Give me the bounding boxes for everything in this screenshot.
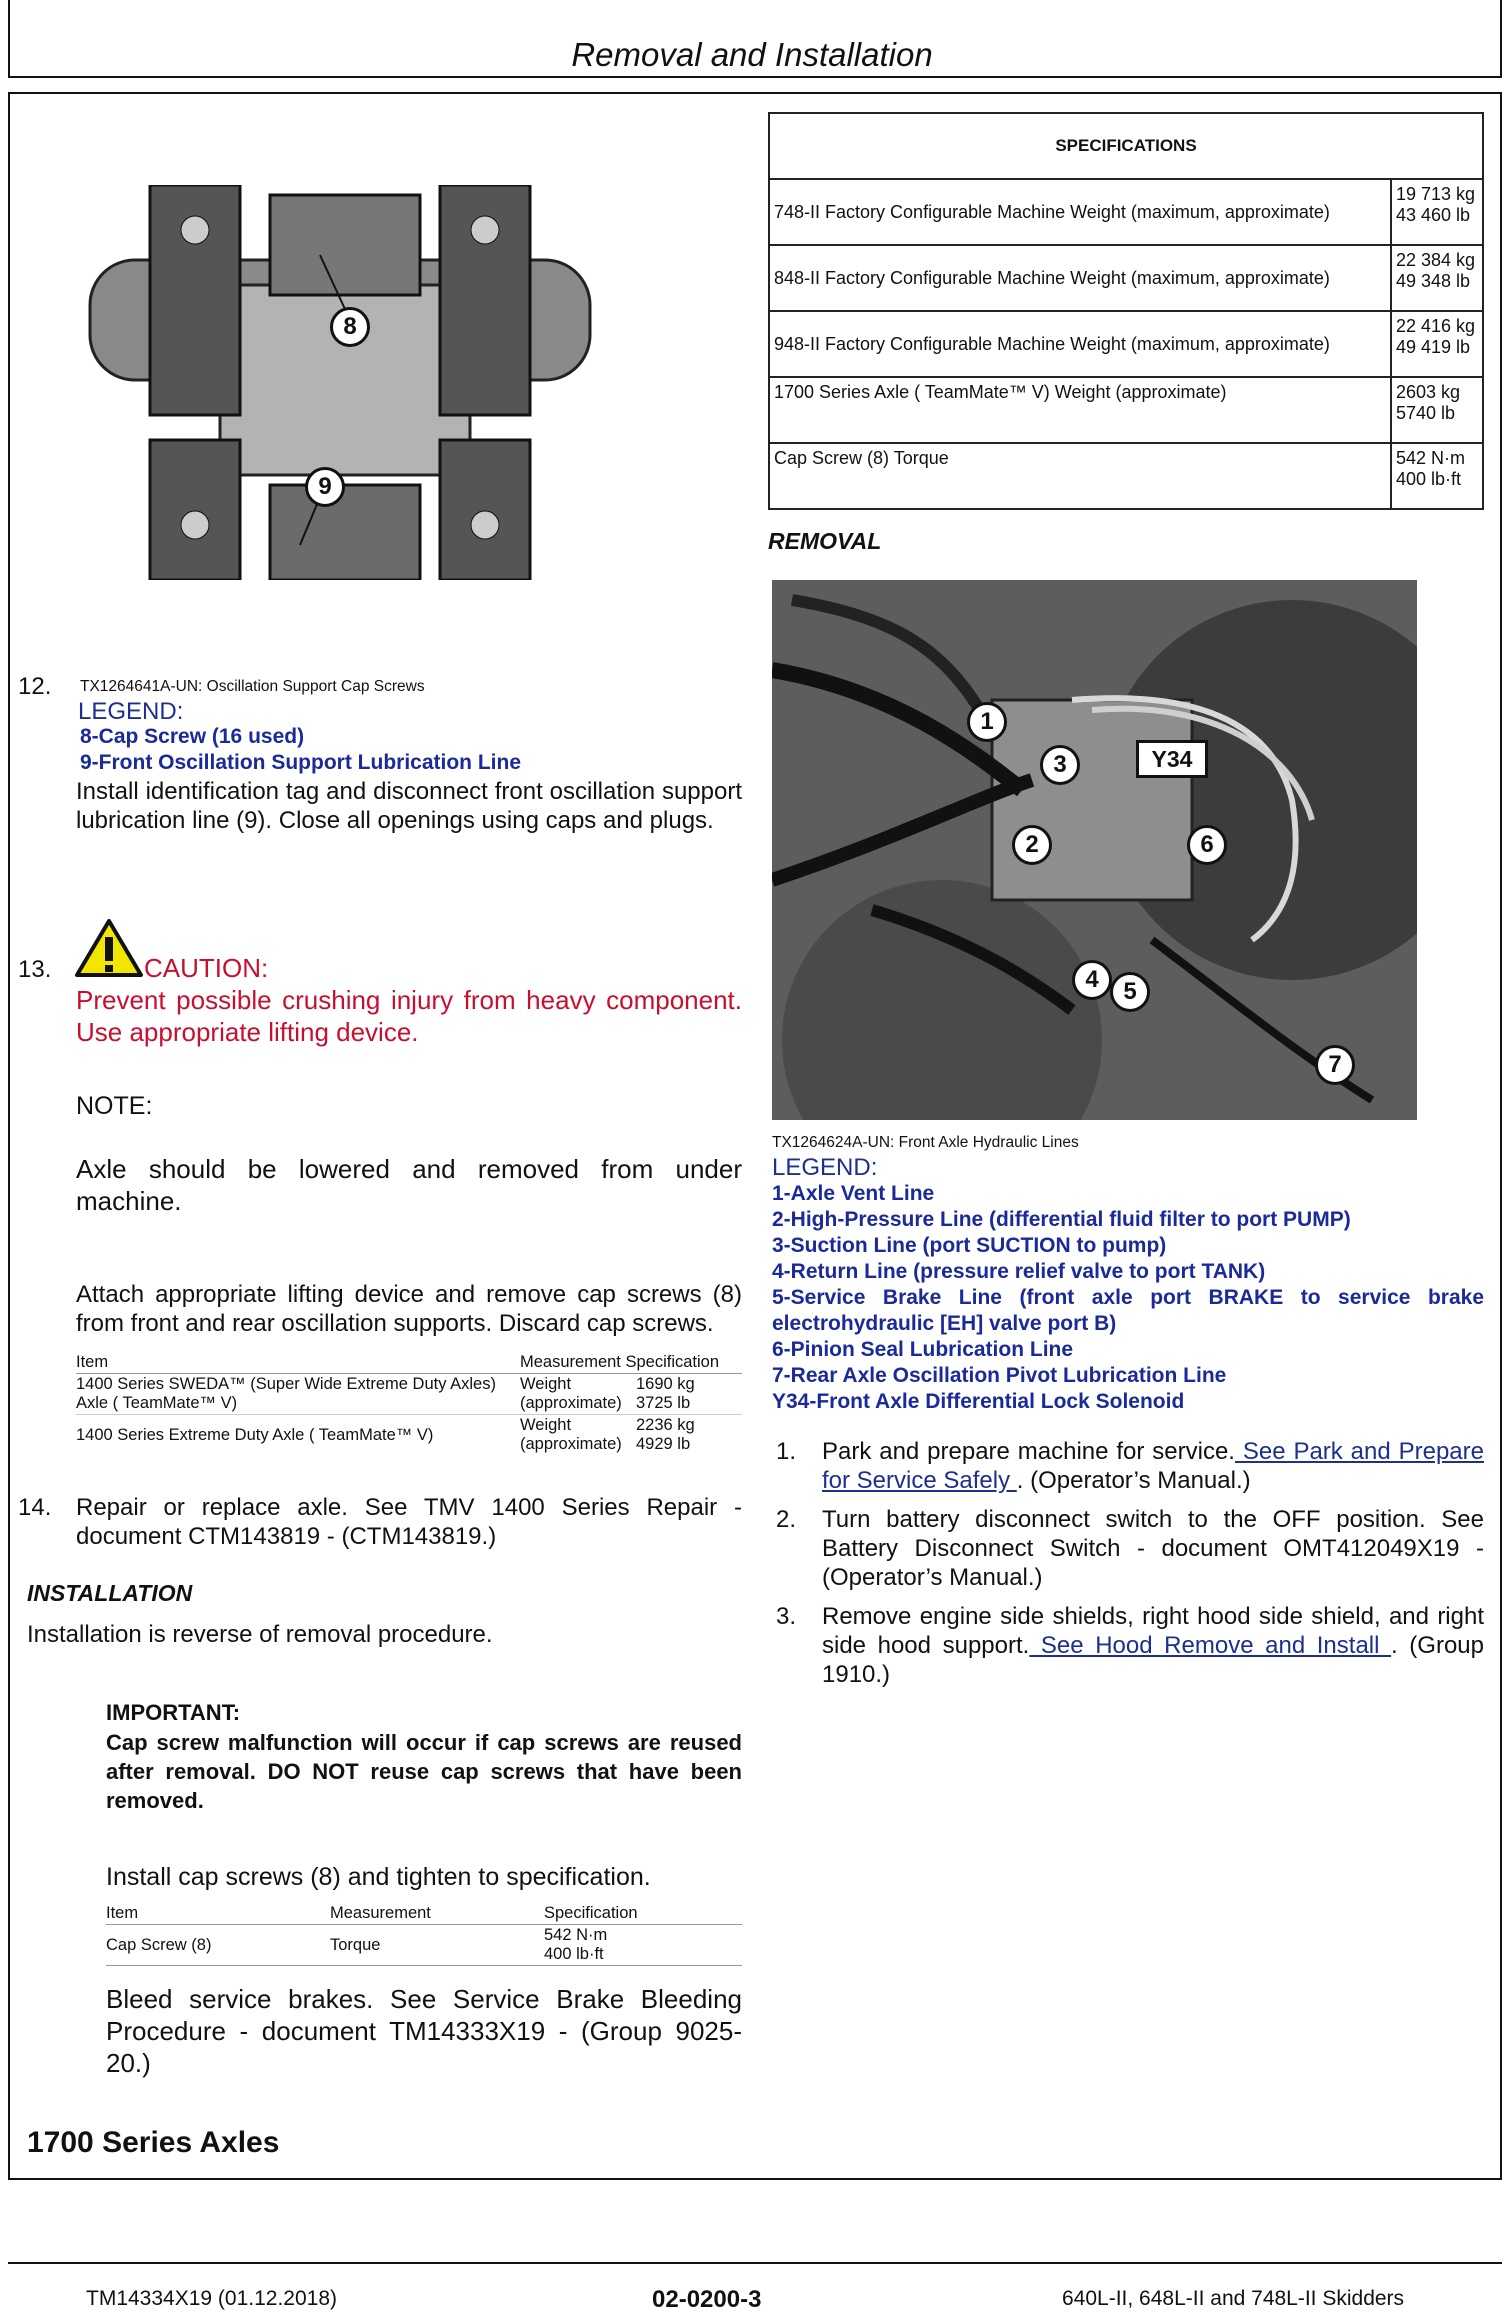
bleed-brakes-text: Bleed service brakes. See Service Brake Bleeding Procedure - document TM14333X19 - (Group 9025-20.) xyxy=(106,1984,742,2078)
legend2-item: 7-Rear Axle Oscillation Pivot Lubrication Line xyxy=(772,1364,1227,1387)
caution-label: CAUTION: xyxy=(144,953,269,983)
callout-5: 5 xyxy=(1110,972,1150,1012)
important-text: Cap screw malfunction will occur if cap screws are reused after removal. DO NOT reuse cap screws that have been removed. xyxy=(106,1730,742,1813)
step-text: Remove engine side shields, right hood side shield, and right side hood support. See Hood Remove and Install . (Group 1910.) xyxy=(822,1603,1484,1688)
legend2-item: 4-Return Line (pressure relief valve to port TANK) xyxy=(772,1260,1266,1283)
removal-heading: REMOVAL xyxy=(768,528,882,554)
section-title: 1700 Series Axles xyxy=(27,2126,280,2159)
spec-row-label: 848-II Factory Configurable Machine Weight (maximum, approximate) xyxy=(769,245,1391,311)
legend2-item: 6-Pinion Seal Lubrication Line xyxy=(772,1338,1074,1361)
removal-steps xyxy=(772,1437,1484,1689)
col-header-item: Item xyxy=(106,1904,139,1922)
step-12-text: Install identification tag and disconnect front oscillation support lubrication line (9). Close all openings using caps and plugs. xyxy=(76,778,742,834)
step-number: 2. xyxy=(776,1506,797,1533)
callout-4: 4 xyxy=(1072,960,1112,1000)
removal-step xyxy=(772,1602,1484,1689)
callout-6: 6 xyxy=(1187,825,1227,865)
table-cell-measurement: Weight (approximate) xyxy=(520,1375,622,1412)
callout-2: 2 xyxy=(1012,825,1052,865)
col-header-item: Item xyxy=(76,1353,109,1371)
col-header-specification: Specification xyxy=(544,1904,638,1922)
installation-heading: INSTALLATION xyxy=(27,1580,193,1606)
spec-row-label: 748-II Factory Configurable Machine Weight (maximum, approximate) xyxy=(769,179,1391,245)
step-13-text: Attach appropriate lifting device and remove cap screws (8) from front and rear oscillation supports. Discard cap screws. xyxy=(76,1281,742,1337)
spec-row-label: 1700 Series Axle ( TeamMate™ V) Weight (approximate) xyxy=(769,377,1391,443)
col-header-measurement: Measurement xyxy=(330,1904,431,1922)
removal-step xyxy=(772,1505,1484,1592)
callout-1: 1 xyxy=(967,702,1007,742)
table-cell-spec: 1690 kg 3725 lb xyxy=(636,1375,695,1412)
callout-8: 8 xyxy=(330,307,370,347)
spec-heading: SPECIFICATIONS xyxy=(769,113,1483,179)
callout-7: 7 xyxy=(1315,1045,1355,1085)
legend2-label: LEGEND: xyxy=(772,1154,878,1181)
important-label: IMPORTANT: xyxy=(106,1700,241,1725)
step-text: Turn battery disconnect switch to the OFF position. See Battery Disconnect Switch - document OMT412049X19 - (Operator’s Manual.) xyxy=(822,1506,1484,1591)
specifications-table xyxy=(768,112,1484,510)
legend2-list xyxy=(772,1181,1484,1415)
step-13-table xyxy=(76,1352,742,1455)
col-header-measurement-spec: Measurement Specification xyxy=(520,1353,720,1371)
figure-oscillation-support xyxy=(80,185,600,580)
note-label: NOTE: xyxy=(76,1092,153,1120)
legend2-item: 1-Axle Vent Line xyxy=(772,1182,935,1205)
installation-text: Installation is reverse of removal procedure. xyxy=(27,1621,493,1648)
step-number: 3. xyxy=(776,1603,797,1630)
table-cell-spec: 2236 kg 4929 lb xyxy=(636,1416,695,1453)
step-14-text: Repair or replace axle. See TMV 1400 Series Repair - document CTM143819 - (CTM143819.) xyxy=(76,1494,742,1550)
figure-caption-oscillation: TX1264641A-UN: Oscillation Support Cap Screws xyxy=(80,678,425,695)
note-text: Axle should be lowered and removed from under machine. xyxy=(76,1154,742,1216)
table-cell-item: 1400 Series SWEDA™ (Super Wide Extreme Duty Axles) Axle ( TeamMate™ V) xyxy=(76,1375,496,1412)
callout-9: 9 xyxy=(305,467,345,507)
legend-label: LEGEND: xyxy=(78,698,184,725)
callout-3: 3 xyxy=(1040,745,1080,785)
step-14-number: 14. xyxy=(18,1494,52,1521)
step-number: 1. xyxy=(776,1438,797,1465)
legend-item-8: 8-Cap Screw (16 used) xyxy=(80,725,305,748)
table-cell-item: 1400 Series Extreme Duty Axle ( TeamMate™ V) xyxy=(76,1425,434,1444)
removal-step xyxy=(772,1437,1484,1495)
footer-doc-id: TM14334X19 (01.12.2018) xyxy=(86,2287,338,2310)
legend2-item: 3-Suction Line (port SUCTION to pump) xyxy=(772,1234,1167,1257)
callout-y34: Y34 xyxy=(1136,740,1208,778)
figure-front-axle-hydraulic-lines xyxy=(772,580,1417,1120)
hood-remove-install-link[interactable]: See Hood Remove and Install xyxy=(1029,1632,1392,1659)
footer-machine-models: 640L-II, 648L-II and 748L-II Skidders xyxy=(1062,2287,1405,2310)
spec-row-value: 542 N·m 400 lb·ft xyxy=(1391,443,1483,509)
install-cap-screws-text: Install cap screws (8) and tighten to specification. xyxy=(106,1863,651,1891)
page-header-title: Removal and Installation xyxy=(571,36,933,73)
legend2-item: Y34-Front Axle Differential Lock Solenoid xyxy=(772,1390,1185,1413)
step-text: Park and prepare machine for service. See Park and Prepare for Service Safely . (Operator’s Manual.) xyxy=(822,1438,1484,1494)
installation-table xyxy=(106,1903,742,1966)
legend2-item: 5-Service Brake Line (front axle port BRAKE to service brake electrohydraulic [EH] valve port B) xyxy=(772,1286,1484,1335)
spec-row-value: 22 384 kg 49 348 lb xyxy=(1391,245,1483,311)
legend2-item: 2-High-Pressure Line (differential fluid filter to port PUMP) xyxy=(772,1208,1351,1231)
table-cell-measurement: Torque xyxy=(330,1935,381,1954)
legend-item-9: 9-Front Oscillation Support Lubrication Line xyxy=(80,751,521,774)
table-cell-item: Cap Screw (8) xyxy=(106,1935,212,1954)
footer-rule xyxy=(8,2262,1502,2264)
park-prepare-link[interactable]: See Park and Prepare for Service Safely xyxy=(822,1438,1484,1494)
spec-row-label: Cap Screw (8) Torque xyxy=(769,443,1391,509)
footer-page-number: 02-0200-3 xyxy=(652,2286,762,2313)
spec-row-value: 19 713 kg 43 460 lb xyxy=(1391,179,1483,245)
spec-row-value: 22 416 kg 49 419 lb xyxy=(1391,311,1483,377)
step-13-number: 13. xyxy=(18,956,52,983)
spec-row-label: 948-II Factory Configurable Machine Weight (maximum, approximate) xyxy=(769,311,1391,377)
table-cell-measurement: Weight (approximate) xyxy=(520,1416,622,1453)
caution-icon xyxy=(74,918,144,983)
caution-text: Prevent possible crushing injury from heavy component. Use appropriate lifting device. xyxy=(76,985,742,1047)
step-12-number: 12. xyxy=(18,673,52,700)
figure-caption-hydraulic: TX1264624A-UN: Front Axle Hydraulic Lines xyxy=(772,1134,1079,1151)
spec-row-value: 2603 kg 5740 lb xyxy=(1391,377,1483,443)
table-cell-spec: 542 N·m 400 lb·ft xyxy=(544,1926,608,1963)
